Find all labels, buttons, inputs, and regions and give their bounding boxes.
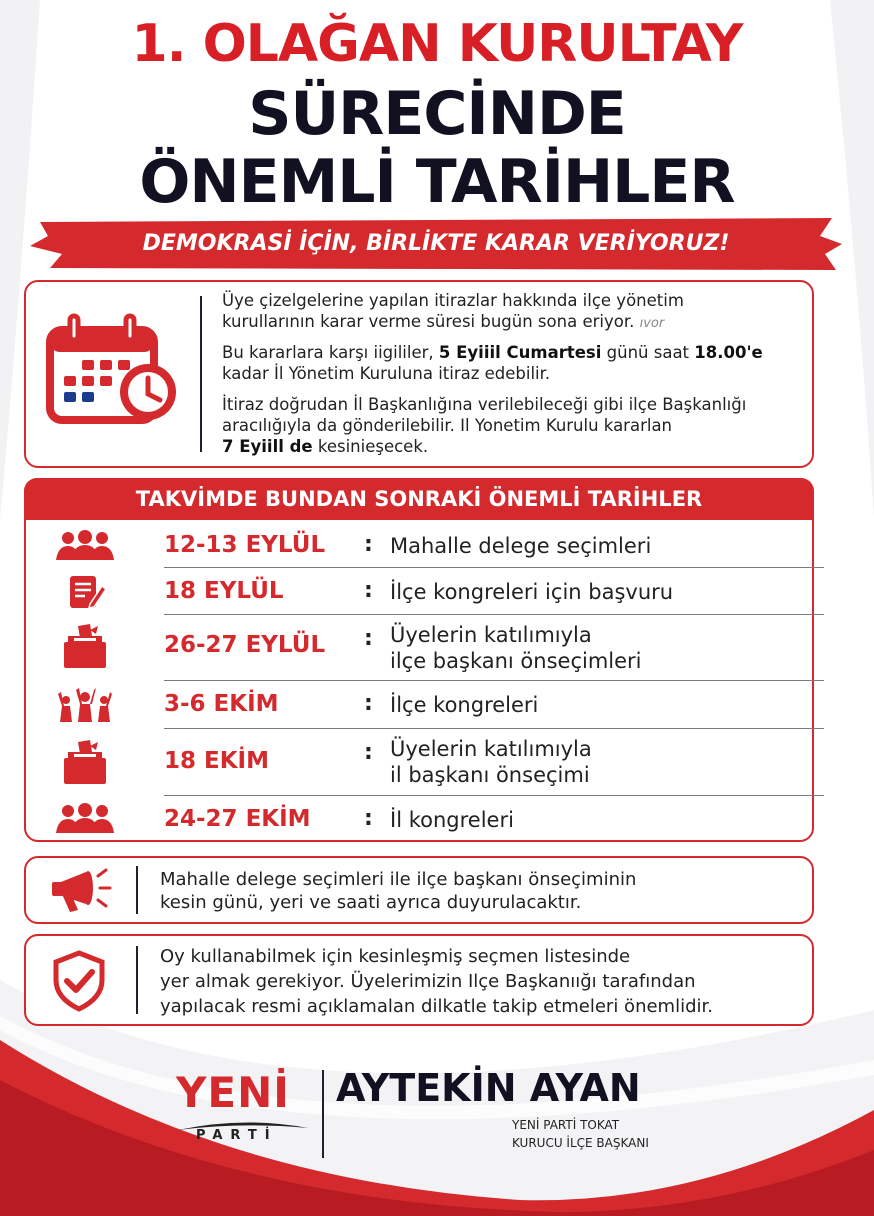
notice-p2-line1: [222, 342, 802, 363]
schedule-colon: :: [364, 626, 373, 651]
party-logo-sub: PARTİ: [196, 1128, 278, 1143]
schedule-colon: :: [364, 806, 373, 831]
row-divider: [164, 567, 824, 568]
schedule-desc-line1: İlçe kongreleri: [390, 693, 539, 717]
title-line-2: SÜRECİNDE: [248, 79, 626, 149]
schedule-row: [24, 570, 814, 614]
voter-divider: [136, 946, 138, 1014]
announce-divider: [136, 866, 138, 914]
schedule-desc-line2: il başkanı önseçimi: [390, 763, 590, 787]
megaphone-icon: [50, 864, 116, 916]
schedule-date: 26-27 EYLÜL: [164, 632, 326, 658]
voter-line1: Oy kullanabilmek için kesinleşmiş seçmen listesinde: [160, 946, 631, 967]
schedule-date: 18 EKİM: [164, 748, 269, 774]
row-divider: [164, 614, 824, 615]
schedule-row: [24, 524, 814, 568]
schedule-desc: [390, 692, 538, 718]
title-line-1: 1. OLAĞAN KURULTAY: [131, 14, 743, 74]
people-group-icon: [56, 803, 114, 835]
notice-p3-line3: [222, 436, 802, 457]
application-form-icon: [56, 574, 114, 610]
row-divider: [164, 795, 824, 796]
notice-p1-line2-wrap: [222, 311, 802, 334]
schedule-desc: [390, 533, 651, 559]
notice-p3-date: 7 Eyiill de: [222, 437, 313, 456]
schedule-row: [24, 616, 814, 678]
voter-text: [160, 944, 800, 1019]
notice-p3-line1: İtiraz doğrudan İl Başkanlığına verilebileceği gibi ilçe Başkanlığı: [222, 395, 747, 414]
schedule-title: TAKVİMDE BUNDAN SONRAKİ ÖNEMLİ TARİHLER: [24, 478, 814, 520]
notice-p1-line2: kurullarının karar verme süresi bugün sona eriyor.: [222, 312, 635, 331]
party-logo-main: YENİ: [176, 1068, 290, 1117]
calendar-clock-icon: [42, 310, 182, 430]
footer-divider: [322, 1070, 324, 1158]
notice-p2-pre: Bu kararlara karşı iigililer,: [222, 343, 439, 362]
schedule-date: 24-27 EKİM: [164, 806, 311, 832]
schedule-desc-line1: Üyelerin katılımıyla: [390, 737, 592, 761]
notice-p2-time: 18.00'e: [694, 343, 763, 362]
voter-line2: yer almak gerekiyor. Üyelerimizin Ilçe Başkanıığı tarafından: [160, 971, 696, 992]
notice-p3-post: kesinieşecek.: [312, 437, 429, 456]
notice-p2-line2: kadar İl Yönetim Kuruluna itiraz edebilir.: [222, 364, 551, 383]
voter-line3: yapılacak resmi açıklamalan dilkatle takip etmeleri önemlidir.: [160, 996, 713, 1017]
schedule-desc: [390, 579, 673, 605]
notice-divider: [200, 296, 202, 452]
announce-line2: kesin günü, yeri ve saati ayrıca duyurulacaktır.: [160, 892, 582, 913]
title-line-3: ÖNEMLİ TARİHLER: [139, 147, 735, 217]
schedule-date: 12-13 EYLÜL: [164, 532, 326, 558]
notice-p3-line2: aracılığıyla da gönderilebilir. Il Yonetim Kurulu kararlan: [222, 416, 673, 435]
schedule-desc: [390, 622, 642, 674]
ballot-box-icon: [56, 738, 114, 786]
schedule-desc: [390, 807, 514, 833]
schedule-colon: :: [364, 578, 373, 603]
schedule-desc: [390, 736, 592, 788]
shield-check-icon: [50, 950, 108, 1012]
announce-text: [160, 868, 800, 914]
cheering-crowd-icon: [56, 688, 114, 722]
notice-p2-date: 5 Eyiiil Cumartesi: [438, 343, 602, 362]
schedule-colon: :: [364, 691, 373, 716]
ballot-box-icon: [56, 622, 114, 670]
notice-paragraph-3: [222, 394, 802, 457]
schedule-desc-line1: İl kongreleri: [390, 808, 514, 832]
schedule-colon: :: [364, 532, 373, 557]
leader-role-1: YENİ PARTİ TOKAT: [512, 1118, 620, 1132]
schedule-desc-line1: Mahalle delege seçimleri: [390, 534, 652, 558]
schedule-date: 3-6 EKİM: [164, 691, 279, 717]
slogan-text: DEMOKRASİ İÇİN, BİRLİKTE KARAR VERİYORUZ!: [142, 231, 730, 256]
schedule-row: [24, 798, 814, 840]
notice-p1-line1: Üye çizelgelerine yapılan itirazlar hakkında ilçe yönetim: [222, 291, 684, 310]
schedule-colon: :: [364, 740, 373, 765]
leader-name: AYTEKİN AYAN: [336, 1066, 641, 1110]
schedule-row: [24, 730, 814, 794]
notice-paragraph-2: [222, 342, 802, 384]
people-group-icon: [56, 530, 114, 562]
leader-role-2: KURUCU İLÇE BAŞKANI: [512, 1136, 649, 1150]
schedule-row: [24, 682, 814, 728]
schedule-desc-line1: Üyelerin katılımıyla: [390, 623, 592, 647]
notice-paragraph-1: [222, 290, 802, 334]
notice-p1-faded: ıvor: [639, 316, 665, 331]
notice-p2-mid: günü saat: [601, 343, 695, 362]
row-divider: [164, 728, 824, 729]
schedule-desc-line1: İlçe kongreleri için başvuru: [390, 580, 674, 604]
schedule-date: 18 EYLÜL: [164, 578, 284, 604]
row-divider: [164, 680, 824, 681]
announce-line1: Mahalle delege seçimleri ile ilçe başkanı önseçiminin: [160, 869, 637, 890]
schedule-desc-line2: ilçe başkanı önseçimleri: [390, 649, 642, 673]
